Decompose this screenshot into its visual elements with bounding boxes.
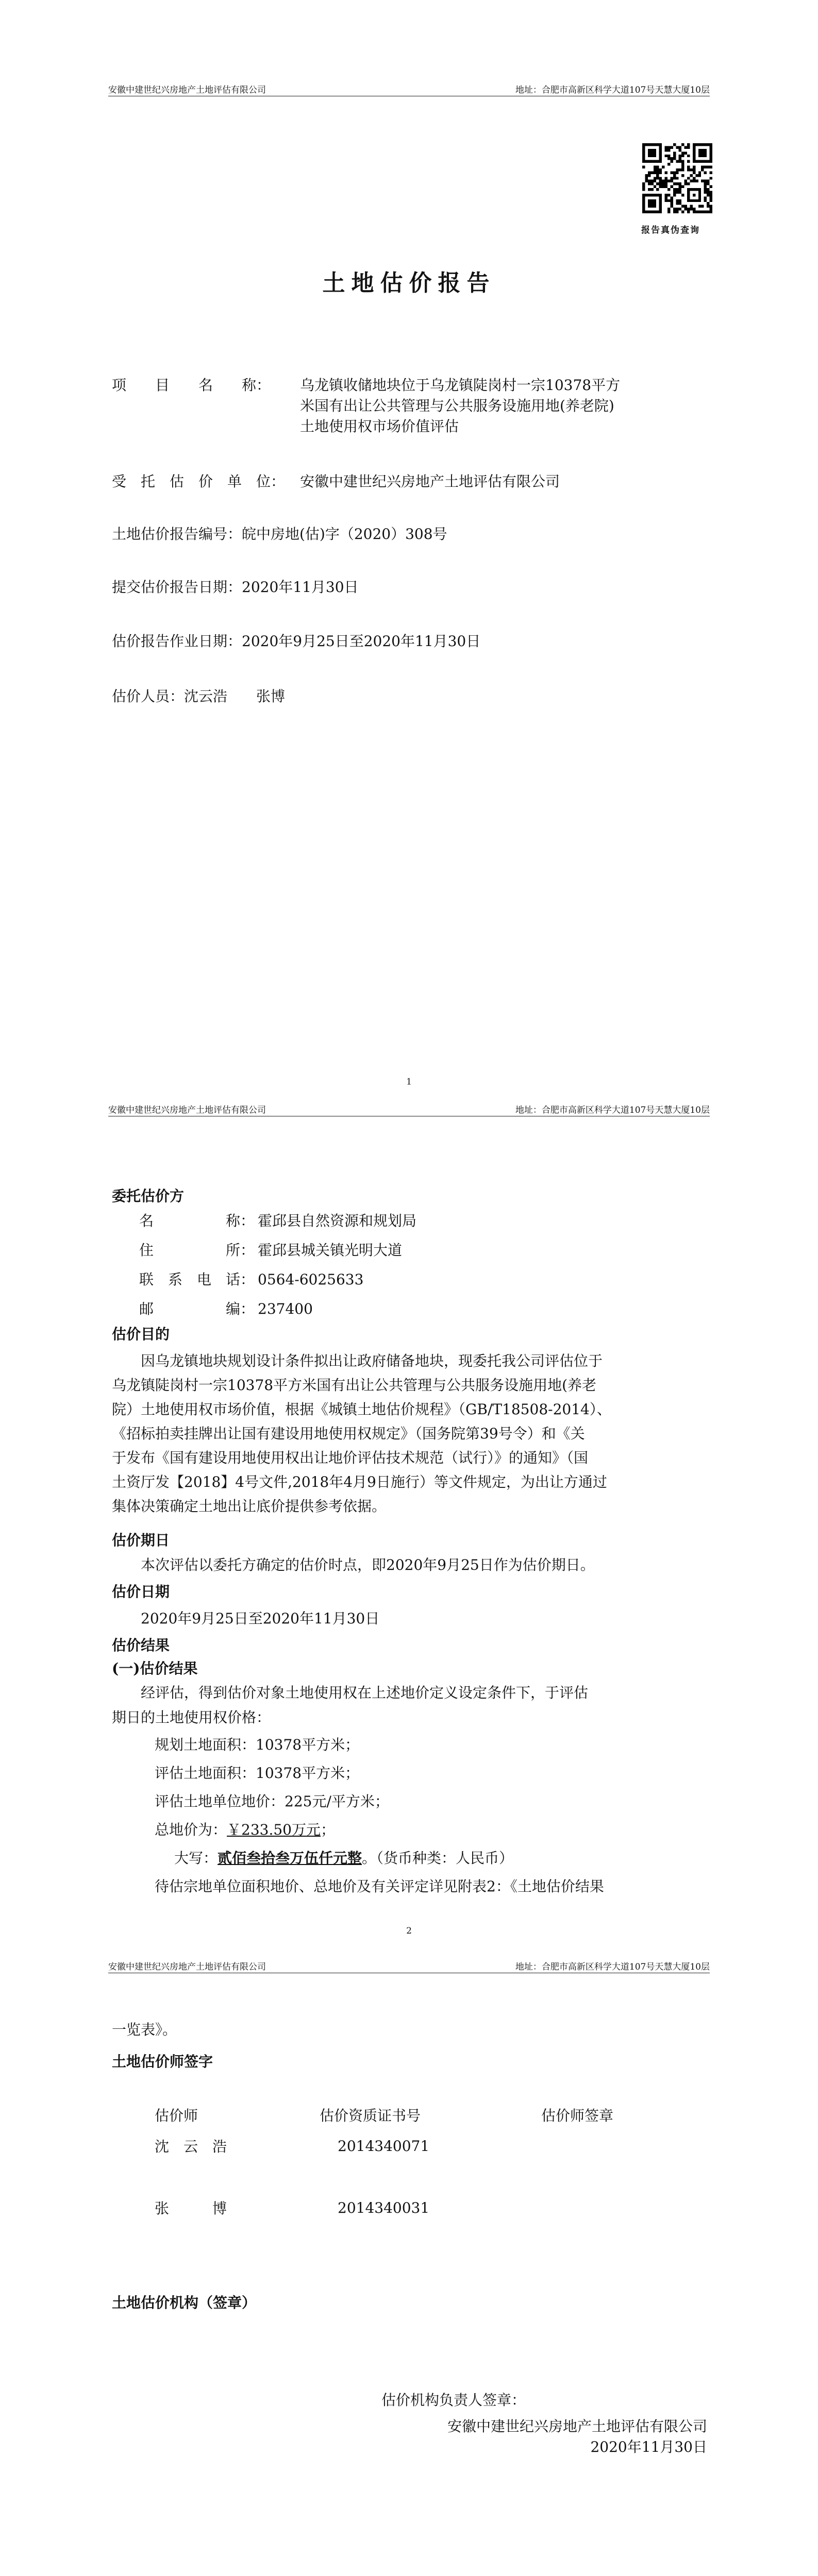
result-heading: 估价结果 bbox=[112, 1637, 170, 1654]
signature-heading: 土地估价师签字 bbox=[112, 2053, 213, 2070]
org-name: 安徽中建世纪兴房地产土地评估有限公司 bbox=[447, 2418, 707, 2435]
qr-code[interactable] bbox=[642, 143, 712, 213]
header-address: 地址：合肥市高新区科学大道107号天慧大厦10层 bbox=[515, 1962, 710, 1972]
appraiser-signature-table bbox=[155, 2099, 665, 2223]
project-name-label: 项 目 名 称： bbox=[112, 377, 271, 394]
header-address: 地址：合肥市高新区科学大道107号天慧大厦10层 bbox=[515, 85, 710, 95]
submit-date: 提交估价报告日期：2020年11月30日 bbox=[112, 579, 359, 596]
base-date-heading: 估价期日 bbox=[112, 1532, 170, 1549]
report-title: 土地估价报告 bbox=[322, 270, 496, 296]
appraiser-cert: 2014340031 bbox=[338, 2199, 430, 2216]
purpose-line: 因乌龙镇地块规划设计条件拟出让政府储备地块，现委托我公司评估位于 bbox=[141, 1352, 603, 1369]
page-number: 2 bbox=[406, 1926, 412, 1936]
purpose-text bbox=[112, 1349, 707, 1518]
report-page-1 bbox=[0, 0, 818, 1087]
header-address: 地址：合肥市高新区科学大道107号天慧大厦10层 bbox=[515, 1105, 710, 1115]
appraiser-name: 沈 云 浩 bbox=[155, 2138, 227, 2155]
table-spacer bbox=[155, 2161, 665, 2192]
total-price bbox=[155, 1820, 335, 1840]
work-date: 估价报告作业日期：2020年9月25日至2020年11月30日 bbox=[112, 633, 481, 650]
org-date: 2020年11月30日 bbox=[590, 2438, 707, 2455]
client-postcode-value: 237400 bbox=[258, 1300, 313, 1317]
base-date-text: 本次评估以委托方确定的估价时点，即2020年9月25日作为估价期日。 bbox=[141, 1556, 595, 1573]
purpose-line: 院）土地使用权市场价值，根据《城镇土地估价规程》（GB/T18508-2014）、 bbox=[112, 1401, 611, 1418]
client-name-label: 名 称： bbox=[139, 1212, 255, 1229]
client-name-value: 霍邱县自然资源和规划局 bbox=[258, 1212, 417, 1229]
project-name-value bbox=[300, 375, 707, 437]
eval-area: 评估土地面积：10378平方米； bbox=[155, 1765, 360, 1782]
capital-end: 。（货币种类：人民币） bbox=[362, 1850, 514, 1867]
result-note: 待估宗地单位面积地价、总地价及有关评定详见附表2：《土地估价结果 bbox=[155, 1878, 604, 1895]
purpose-line: 土资厅发【2018】4号文件,2018年4月9日施行）等文件规定，为出让方通过 bbox=[112, 1473, 607, 1490]
org-leader: 估价机构负责人签章： bbox=[381, 2392, 526, 2409]
org-heading: 土地估价机构（签章） bbox=[112, 2294, 257, 2311]
client-phone-label: 联 系 电 话： bbox=[139, 1271, 255, 1288]
total-price-label: 总地价为： bbox=[155, 1821, 227, 1838]
purpose-line: 乌龙镇陡岗村一宗10378平方米国有出让公共管理与公共服务设施用地(养老 bbox=[112, 1377, 596, 1394]
result-intro bbox=[112, 1681, 707, 1730]
page-header bbox=[108, 1103, 710, 1116]
purpose-heading: 估价目的 bbox=[112, 1326, 170, 1343]
client-address-value: 霍邱县城关镇光明大道 bbox=[258, 1242, 403, 1259]
header-company: 安徽中建世纪兴房地产土地评估有限公司 bbox=[108, 1105, 266, 1115]
result-note-cont: 一览表》。 bbox=[112, 2021, 177, 2038]
appraiser-seal bbox=[541, 2130, 665, 2161]
work-period-heading: 估价日期 bbox=[112, 1583, 170, 1600]
capital-label: 大写： bbox=[174, 1850, 218, 1867]
purpose-line: 于发布《国有建设用地使用权出让地价评估技术规范（试行）》的通知》（国 bbox=[112, 1449, 589, 1466]
page-number: 1 bbox=[406, 1077, 412, 1087]
result-intro-line: 经评估，得到估价对象土地使用权在上述地价定义设定条件下，于评估 bbox=[141, 1684, 589, 1701]
table-header-row bbox=[155, 2099, 665, 2130]
report-page-3 bbox=[0, 1989, 818, 2576]
plan-area: 规划土地面积：10378平方米； bbox=[155, 1736, 360, 1753]
entrusted-unit-value: 安徽中建世纪兴房地产土地评估有限公司 bbox=[300, 473, 560, 490]
total-price-end: ； bbox=[321, 1821, 336, 1838]
client-postcode-label: 邮 编： bbox=[139, 1300, 255, 1317]
table-header-cell: 估价师 bbox=[155, 2107, 198, 2124]
project-name-line: 土地使用权市场价值评估 bbox=[300, 418, 459, 435]
table-header-cell: 估价资质证书号 bbox=[320, 2107, 421, 2124]
table-row bbox=[155, 2130, 665, 2161]
client-heading: 委托估价方 bbox=[112, 1188, 185, 1205]
appraisers: 估价人员：沈云浩 张博 bbox=[112, 688, 286, 705]
appraiser-name: 张 博 bbox=[155, 2200, 227, 2217]
unit-price: 评估土地单位地价：225元/平方米； bbox=[155, 1793, 389, 1810]
table-header-cell: 估价师签章 bbox=[541, 2107, 614, 2124]
result-intro-line: 期日的土地使用权价格： bbox=[112, 1709, 271, 1726]
purpose-line: 集体决策确定土地出让底价提供参考依据。 bbox=[112, 1498, 387, 1515]
header-company: 安徽中建世纪兴房地产土地评估有限公司 bbox=[108, 1962, 266, 1972]
appraiser-cert: 2014340071 bbox=[338, 2137, 430, 2155]
page-header bbox=[108, 1959, 710, 1973]
project-name-line: 米国有出让公共管理与公共服务设施用地(养老院) bbox=[300, 397, 614, 414]
appraiser-seal bbox=[541, 2192, 665, 2223]
page-header bbox=[108, 82, 710, 96]
entrusted-unit-label: 受 托 估 价 单 位： bbox=[112, 473, 286, 490]
project-name-line: 乌龙镇收储地块位于乌龙镇陡岗村一宗10378平方 bbox=[300, 377, 621, 394]
work-period-text: 2020年9月25日至2020年11月30日 bbox=[141, 1610, 380, 1627]
result-subheading: (一)估价结果 bbox=[112, 1660, 198, 1677]
report-number: 土地估价报告编号：皖中房地(估)字（2020）308号 bbox=[112, 526, 447, 543]
total-price-value: ￥233.50万元 bbox=[227, 1821, 321, 1838]
qr-caption: 报告真伪查询 bbox=[641, 225, 700, 235]
header-company: 安徽中建世纪兴房地产土地评估有限公司 bbox=[108, 85, 266, 95]
client-phone-value: 0564-6025633 bbox=[258, 1271, 364, 1288]
capital-value: 贰佰叁拾叁万伍仟元整 bbox=[218, 1850, 362, 1867]
purpose-line: 《招标拍卖挂牌出让国有建设用地使用权规定》（国务院第39号令）和《关 bbox=[112, 1425, 585, 1442]
client-address-label: 住 所： bbox=[139, 1242, 255, 1259]
capital-amount bbox=[174, 1848, 513, 1869]
table-row bbox=[155, 2192, 665, 2223]
